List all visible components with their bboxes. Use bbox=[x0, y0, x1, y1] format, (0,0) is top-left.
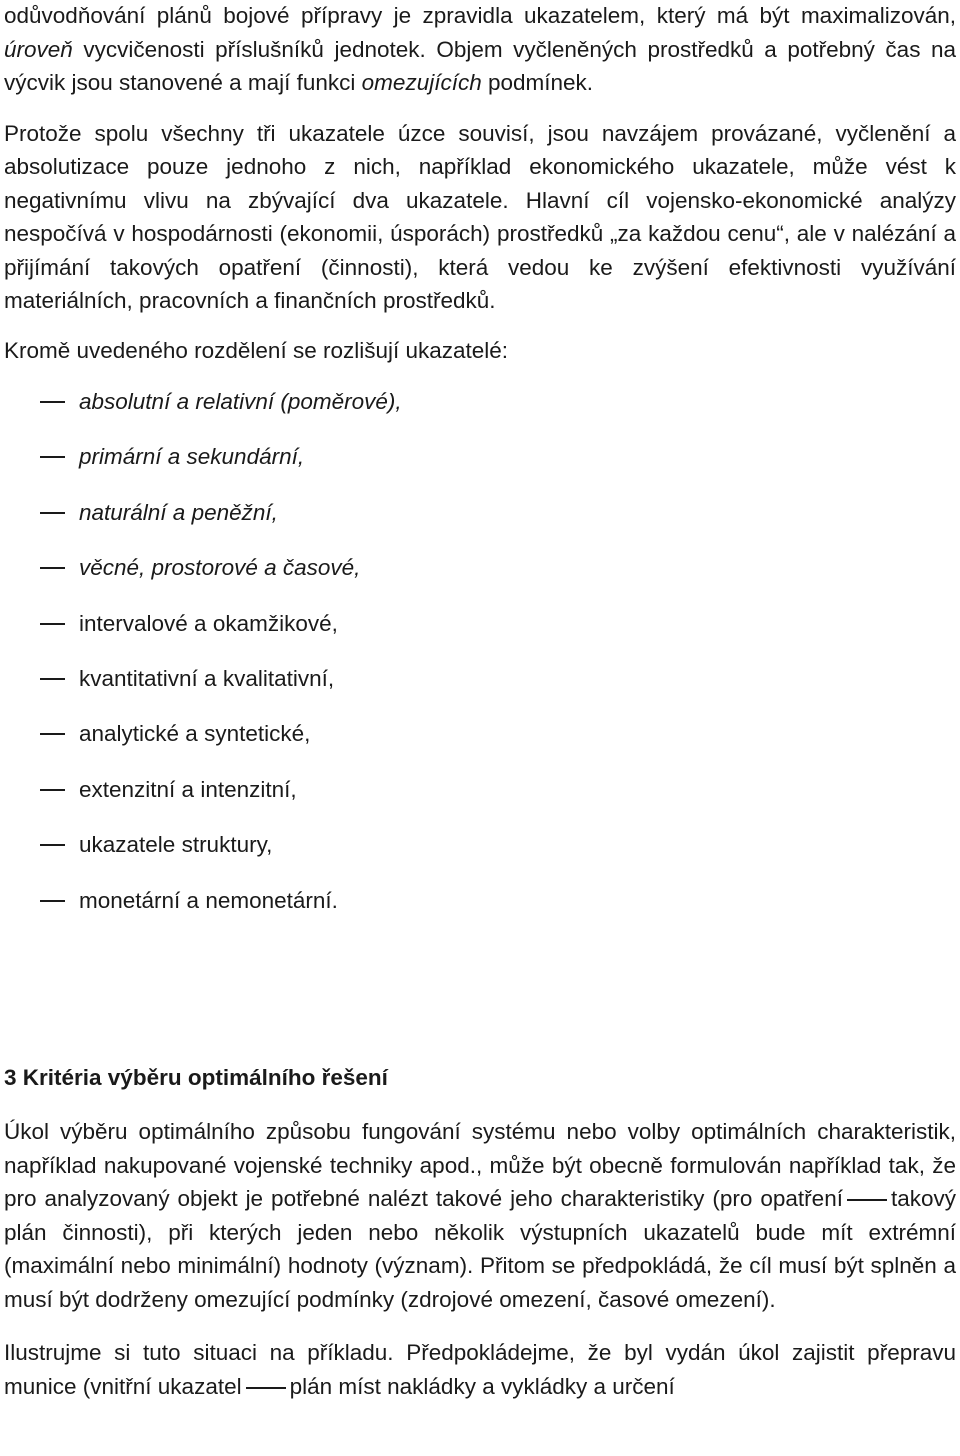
list-item: věcné, prostorové a časové, bbox=[4, 551, 956, 606]
inline-dash bbox=[246, 1387, 286, 1389]
paragraph-indicators: Protože spolu všechny tři ukazatele úzce souvisí, jsou navzájem provázané, vyčlenění a absolutizace pouze jednoho z nich, například ekonomického ukazatele, může vést k negativnímu vlivu na zbývající dva ukazatele. Hlavní cíl vojensko-ekonomické analýzy nespočívá v hospodárnosti (ekonomii, úsporách) prostředků „za každou cenu“, ale v nalézání a přijímání takových opatření (činnosti), která vedou ke zvýšení efektivnosti využívání materiálních, pracovních a finančních prostředků. bbox=[4, 120, 956, 313]
emphasis-text: omezujících bbox=[361, 70, 482, 95]
list-item: monetární a nemonetární. bbox=[4, 884, 956, 939]
paragraph-intro bbox=[4, 0, 956, 100]
list-item: absolutní a relativní (poměrové), bbox=[4, 385, 956, 440]
dash-bullet bbox=[40, 678, 65, 680]
dash-bullet bbox=[40, 733, 65, 735]
list-item: ukazatele struktury, bbox=[4, 828, 956, 883]
paragraph-text: vycvičenosti příslušníků jednotek. Objem vyčleněných prostředků a potřebný čas na výcvik jsou stanovené a mají funkci bbox=[4, 36, 956, 95]
list-item: naturální a peněžní, bbox=[4, 496, 956, 551]
dash-bullet bbox=[40, 512, 65, 514]
section-heading: 3 Kritéria výběru optimálního řešení bbox=[4, 1064, 388, 1090]
paragraph-optimal-choice bbox=[4, 1115, 956, 1316]
emphasis-text: úroveň bbox=[4, 36, 73, 62]
dash-bullet bbox=[40, 567, 65, 569]
paragraph-text: plán míst nakládky a vykládky a určení bbox=[289, 1373, 675, 1399]
dash-bullet bbox=[40, 623, 65, 625]
paragraph-text: odůvodňování plánů bojové přípravy je zpravidla ukazatelem, který má být maximalizován, bbox=[4, 3, 956, 28]
dash-bullet bbox=[40, 789, 65, 791]
list-item: intervalové a okamžikové, bbox=[4, 607, 956, 662]
dash-bullet bbox=[40, 900, 65, 902]
document-page bbox=[4, 0, 956, 1403]
dash-bullet bbox=[40, 456, 65, 458]
paragraph-text: Ilustrujme si tuto situaci na příkladu. Předpokládejme, že byl vydán úkol zajistit přepravu munice (vnitřní ukazatel bbox=[4, 1340, 956, 1399]
indicator-list bbox=[4, 385, 956, 939]
list-item: primární a sekundární, bbox=[4, 440, 956, 495]
dash-bullet bbox=[40, 401, 65, 403]
list-item: analytické a syntetické, bbox=[4, 717, 956, 772]
list-item: extenzitní a intenzitní, bbox=[4, 773, 956, 828]
paragraph-list-intro: Kromě uvedeného rozdělení se rozlišují ukazatelé: bbox=[4, 337, 509, 363]
dash-bullet bbox=[40, 844, 65, 846]
paragraph-text: takový plán činnosti), při kterých jeden nebo několik výstupních ukazatelů bude mít extrémní (maximální nebo minimální) hodnoty (význam). Přitom se předpokládá, že cíl musí být splněn a musí být dodrženy omezující podmínky (zdrojové omezení, časové omezení). bbox=[4, 1186, 956, 1312]
paragraph-text: Úkol výběru optimálního způsobu fungování systému nebo volby optimálních charakteristik, například nakupované vojenské techniky apod., může být obecně formulován například tak, že pro analyzovaný objekt je potřebné nalézt takové jeho charakteristiky (pro opatření bbox=[4, 1119, 956, 1212]
inline-dash bbox=[847, 1199, 887, 1201]
paragraph-text: podmínek. bbox=[481, 70, 594, 95]
list-item: kvantitativní a kvalitativní, bbox=[4, 662, 956, 717]
paragraph-example bbox=[4, 1336, 956, 1403]
